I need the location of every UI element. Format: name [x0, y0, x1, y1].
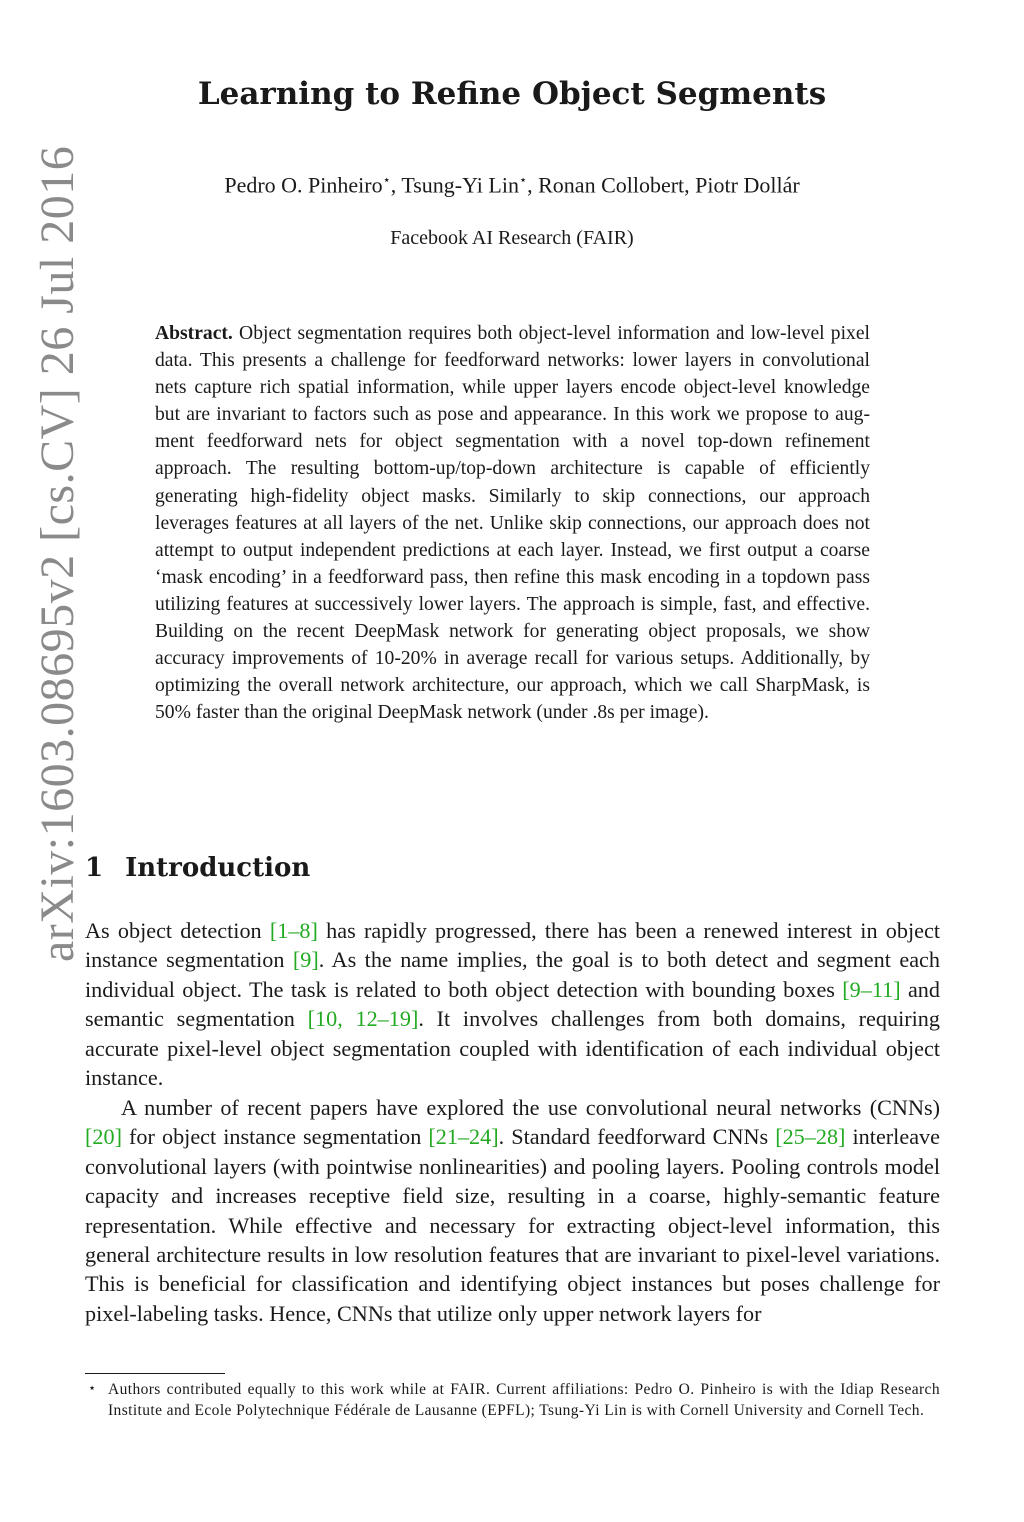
arxiv-side-stamp: arXiv:1603.08695v2 [cs.CV] 26 Jul 2016: [31, 145, 84, 962]
body-text-run: has rapidly progressed, there has been a renewed interest in object instance segmentation: [85, 918, 940, 973]
citation-link[interactable]: [20]: [85, 1124, 122, 1150]
author-name: Pedro O. Pinheiro: [224, 172, 383, 198]
author-list: Pedro O. Pinheiro⋆, Tsung-Yi Lin⋆, Ronan Collobert, Piotr Dollár: [224, 172, 800, 198]
abstract-label: Abstract.: [155, 323, 233, 344]
citation-link[interactable]: [9–11]: [842, 976, 901, 1002]
citation-link[interactable]: [25–28]: [775, 1124, 846, 1150]
citation-link[interactable]: [10, 12–19]: [307, 1006, 419, 1032]
section-number: 1: [85, 853, 104, 883]
author-name: Ronan Collobert: [538, 172, 685, 198]
footnote-mark: ⋆: [88, 1380, 97, 1395]
author-mark: ⋆: [518, 172, 528, 187]
affiliation: Facebook AI Research (FAIR): [390, 227, 634, 249]
body-text-run: . It involves challenges from both domains, requiring accurate pixel-level object segmentation coupled with identification of each individual object instance.: [85, 1006, 940, 1091]
abstract-text: Object segmentation requires both object-level information and low-level pixel data. This presents a challenge for feedforward networks: lower layers in convolutional nets capture rich spatial information, while upper layers encode object-level knowledge but are invariant to factors such as pose and appearance. In this work we propose to augment feedforward nets for object segmentation with a novel top-down refinement approach. The resulting bottom-up/top-down architecture is capable of efficiently generating high-fidelity object masks. Similarly to skip connections, our approach leverages features at all layers of the net. Unlike skip connections, our approach does not attempt to output independent predictions at each layer. Instead, we first output a coarse ‘mask encoding’ in a feedforward pass, then refine this mask encoding in a topdown pass utilizing features at successively lower layers. The approach is simple, fast, and effective. Building on the recent DeepMask network for generating object proposals, we show accuracy improvements of 10-20% in average recall for various setups. Additionally, by optimizing the overall network architecture, our approach, which we call SharpMask, is 50% faster than the original DeepMask network (under .8s per image).: [155, 323, 870, 724]
paper-title: Learning to Refine Object Segments: [197, 76, 827, 112]
body-text-run: interleave convolutional layers (with pointwise nonlinearities) and pooling layers. Pooling controls model capacity and increases receptive field size, resulting in a coarse, highly-semantic feature representation. While effective and necessary for extracting object-level information, this general architecture results in low resolution features that are invariant to pixel-level variations. This is beneficial for classification and identifying object instances but poses challenge for pixel-labeling tasks. Hence, CNNs that utilize only upper network layers for: [85, 1124, 940, 1326]
body-text-run: and semantic segmentation: [85, 976, 940, 1032]
footnote-rule: [85, 1373, 225, 1374]
footnote-text: Authors contributed equally to this work while at FAIR. Current affiliations: Pedro O. Pinheiro is with the Idiap Research Institute and Ecole Polytechnique Fédérale de Lausanne (EPFL); Tsung-Yi Lin is with Cornell University and Cornell Tech.: [108, 1381, 940, 1419]
section-title: Introduction: [125, 853, 311, 883]
section-heading: [85, 853, 310, 883]
body-text-run: A number of recent papers have explored the use convolutional neural networks (CNNs): [121, 1094, 940, 1120]
citation-link[interactable]: [1–8]: [269, 918, 318, 943]
paragraph-1: [85, 916, 940, 1093]
body-text-run: . Standard feedforward CNNs: [498, 1124, 776, 1150]
citation-link[interactable]: [9]: [292, 947, 319, 973]
body-text-run: . As the name implies, the goal is to both detect and segment each individual object. The task is related to both object detection with bounding boxes: [85, 947, 940, 1002]
body-text: [85, 916, 940, 1328]
author-name: Piotr Dollár: [695, 172, 800, 198]
abstract: [155, 320, 870, 726]
author-mark: ⋆: [382, 172, 391, 187]
paragraph-2: [85, 1093, 940, 1329]
author-name: Tsung-Yi Lin: [401, 172, 519, 198]
citation-link[interactable]: [21–24]: [428, 1124, 499, 1150]
body-text-run: As object detection: [85, 918, 270, 943]
footnote: [88, 1380, 940, 1421]
body-text-run: for object instance segmentation: [121, 1124, 429, 1150]
